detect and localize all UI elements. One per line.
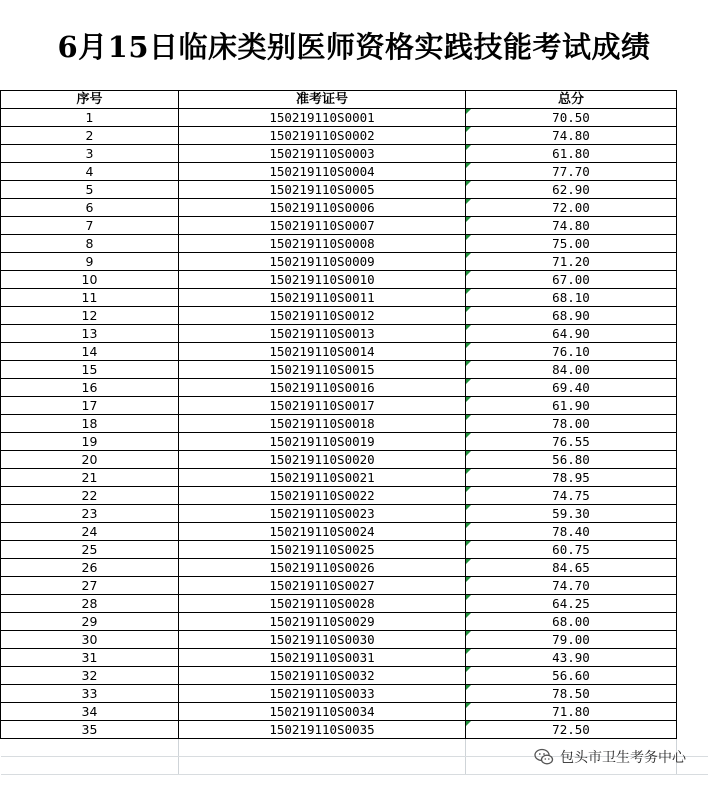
- header-total-score[interactable]: 总分: [466, 91, 677, 109]
- row-seq-cell[interactable]: 15: [1, 361, 179, 379]
- row-seq-cell[interactable]: 18: [1, 415, 179, 433]
- row-seq-cell[interactable]: 7: [1, 217, 179, 235]
- row-exam-id-cell[interactable]: 150219110S0034: [179, 703, 466, 721]
- row-exam-id-cell[interactable]: 150219110S0025: [179, 541, 466, 559]
- table-row: [1, 217, 708, 235]
- table-row: [1, 703, 708, 721]
- empty-cell[interactable]: [677, 505, 708, 523]
- row-seq-cell[interactable]: 28: [1, 595, 179, 613]
- table-row: [1, 721, 708, 739]
- table-row: [1, 541, 708, 559]
- table-row: [1, 379, 708, 397]
- table-row: [1, 667, 708, 685]
- row-exam-id-cell[interactable]: 150219110S0021: [179, 469, 466, 487]
- table-row: [1, 649, 708, 667]
- empty-cell[interactable]: [677, 361, 708, 379]
- row-score-cell[interactable]: 68.00: [466, 613, 677, 631]
- row-exam-id-cell[interactable]: 150219110S0027: [179, 577, 466, 595]
- row-score-cell[interactable]: 43.90: [466, 649, 677, 667]
- table-header-row: [1, 91, 708, 109]
- empty-cell[interactable]: [677, 523, 708, 541]
- row-exam-id-cell[interactable]: 150219110S0030: [179, 631, 466, 649]
- row-seq-cell[interactable]: 21: [1, 469, 179, 487]
- row-seq-cell[interactable]: 26: [1, 559, 179, 577]
- row-seq-cell[interactable]: 8: [1, 235, 179, 253]
- row-seq-cell[interactable]: 14: [1, 343, 179, 361]
- row-score-cell[interactable]: 69.40: [466, 379, 677, 397]
- empty-cell[interactable]: [677, 397, 708, 415]
- table-row: [1, 523, 708, 541]
- row-seq-cell[interactable]: 9: [1, 253, 179, 271]
- table-row: [1, 307, 708, 325]
- empty-cell[interactable]: [677, 469, 708, 487]
- row-score-cell[interactable]: 79.00: [466, 631, 677, 649]
- row-exam-id-cell[interactable]: 150219110S0024: [179, 523, 466, 541]
- empty-cell[interactable]: [677, 343, 708, 361]
- empty-cell[interactable]: [677, 325, 708, 343]
- table-row: [1, 235, 708, 253]
- table-row: [1, 613, 708, 631]
- row-seq-cell[interactable]: 30: [1, 631, 179, 649]
- empty-cell[interactable]: [677, 703, 708, 721]
- row-exam-id-cell[interactable]: 150219110S0011: [179, 289, 466, 307]
- row-exam-id-cell[interactable]: 150219110S0022: [179, 487, 466, 505]
- table-row: [1, 181, 708, 199]
- empty-cell[interactable]: [677, 415, 708, 433]
- row-score-cell[interactable]: 84.65: [466, 559, 677, 577]
- row-seq-cell[interactable]: 27: [1, 577, 179, 595]
- table-row: [1, 685, 708, 703]
- row-seq-cell[interactable]: 6: [1, 199, 179, 217]
- row-exam-id-cell[interactable]: 150219110S0003: [179, 145, 466, 163]
- row-score-cell[interactable]: 70.50: [466, 109, 677, 127]
- row-exam-id-cell[interactable]: 150219110S0035: [179, 721, 466, 739]
- row-score-cell[interactable]: 64.90: [466, 325, 677, 343]
- row-exam-id-cell[interactable]: 150219110S0029: [179, 613, 466, 631]
- score-sheet: [0, 90, 708, 775]
- row-seq-cell[interactable]: 13: [1, 325, 179, 343]
- row-score-cell[interactable]: 78.00: [466, 415, 677, 433]
- table-row: [1, 577, 708, 595]
- row-score-cell[interactable]: 74.80: [466, 217, 677, 235]
- empty-cell[interactable]: [677, 379, 708, 397]
- row-exam-id-cell[interactable]: 150219110S0013: [179, 325, 466, 343]
- row-score-cell[interactable]: 84.00: [466, 361, 677, 379]
- table-row: [1, 433, 708, 451]
- row-seq-cell[interactable]: 3: [1, 145, 179, 163]
- row-score-cell[interactable]: 56.80: [466, 451, 677, 469]
- row-exam-id-cell[interactable]: 150219110S0015: [179, 361, 466, 379]
- row-exam-id-cell[interactable]: 150219110S0009: [179, 253, 466, 271]
- empty-cell[interactable]: [677, 487, 708, 505]
- empty-cell[interactable]: [677, 595, 708, 613]
- table-row: [1, 253, 708, 271]
- row-exam-id-cell[interactable]: 150219110S0018: [179, 415, 466, 433]
- row-score-cell[interactable]: 74.80: [466, 127, 677, 145]
- row-seq-cell[interactable]: 34: [1, 703, 179, 721]
- row-exam-id-cell[interactable]: 150219110S0016: [179, 379, 466, 397]
- empty-cell[interactable]: [677, 451, 708, 469]
- row-score-cell[interactable]: 60.75: [466, 541, 677, 559]
- empty-cell[interactable]: [677, 271, 708, 289]
- row-score-cell[interactable]: 74.70: [466, 577, 677, 595]
- empty-cell[interactable]: [677, 289, 708, 307]
- empty-cell[interactable]: [677, 685, 708, 703]
- table-row: [1, 199, 708, 217]
- row-seq-cell[interactable]: 33: [1, 685, 179, 703]
- table-row: [1, 559, 708, 577]
- table-row: [1, 631, 708, 649]
- row-seq-cell[interactable]: 20: [1, 451, 179, 469]
- row-score-cell[interactable]: 76.55: [466, 433, 677, 451]
- empty-cell[interactable]: [677, 91, 708, 109]
- row-seq-cell[interactable]: 17: [1, 397, 179, 415]
- empty-cell[interactable]: [677, 181, 708, 199]
- row-seq-cell[interactable]: 32: [1, 667, 179, 685]
- empty-cell[interactable]: [179, 739, 466, 757]
- empty-cell[interactable]: [677, 559, 708, 577]
- table-row: [1, 271, 708, 289]
- watermark: [534, 747, 686, 767]
- row-exam-id-cell[interactable]: 150219110S0012: [179, 307, 466, 325]
- row-score-cell[interactable]: 56.60: [466, 667, 677, 685]
- empty-cell[interactable]: [677, 235, 708, 253]
- row-score-cell[interactable]: 74.75: [466, 487, 677, 505]
- table-row: [1, 325, 708, 343]
- row-score-cell[interactable]: 75.00: [466, 235, 677, 253]
- empty-cell[interactable]: [677, 145, 708, 163]
- empty-cell[interactable]: [677, 433, 708, 451]
- empty-cell[interactable]: [677, 163, 708, 181]
- row-seq-cell[interactable]: 19: [1, 433, 179, 451]
- empty-cell[interactable]: [677, 541, 708, 559]
- row-exam-id-cell[interactable]: 150219110S0014: [179, 343, 466, 361]
- table-row: [1, 145, 708, 163]
- row-seq-cell[interactable]: 1: [1, 109, 179, 127]
- table-row: [1, 451, 708, 469]
- empty-cell[interactable]: [677, 577, 708, 595]
- empty-cell[interactable]: [179, 757, 466, 775]
- row-seq-cell[interactable]: 16: [1, 379, 179, 397]
- table-row: [1, 127, 708, 145]
- row-exam-id-cell[interactable]: 150219110S0023: [179, 505, 466, 523]
- table-row: [1, 343, 708, 361]
- row-seq-cell[interactable]: 5: [1, 181, 179, 199]
- table-row: [1, 415, 708, 433]
- table-row: [1, 487, 708, 505]
- empty-cell[interactable]: [1, 739, 179, 757]
- row-seq-cell[interactable]: 24: [1, 523, 179, 541]
- row-seq-cell[interactable]: 29: [1, 613, 179, 631]
- row-exam-id-cell[interactable]: 150219110S0008: [179, 235, 466, 253]
- row-score-cell[interactable]: 68.10: [466, 289, 677, 307]
- row-score-cell[interactable]: 77.70: [466, 163, 677, 181]
- row-score-cell[interactable]: 78.95: [466, 469, 677, 487]
- empty-cell[interactable]: [677, 613, 708, 631]
- row-exam-id-cell[interactable]: 150219110S0026: [179, 559, 466, 577]
- row-exam-id-cell[interactable]: 150219110S0017: [179, 397, 466, 415]
- table-row: [1, 397, 708, 415]
- row-exam-id-cell[interactable]: 150219110S0032: [179, 667, 466, 685]
- row-seq-cell[interactable]: 23: [1, 505, 179, 523]
- empty-cell[interactable]: [677, 217, 708, 235]
- table-row: [1, 595, 708, 613]
- wechat-icon: [534, 747, 554, 767]
- row-score-cell[interactable]: 64.25: [466, 595, 677, 613]
- table-row: [1, 469, 708, 487]
- empty-cell[interactable]: [677, 199, 708, 217]
- row-score-cell[interactable]: 78.40: [466, 523, 677, 541]
- row-seq-cell[interactable]: 12: [1, 307, 179, 325]
- header-exam-id[interactable]: 准考证号: [179, 91, 466, 109]
- row-score-cell[interactable]: 61.80: [466, 145, 677, 163]
- row-score-cell[interactable]: 72.50: [466, 721, 677, 739]
- row-seq-cell[interactable]: 25: [1, 541, 179, 559]
- row-exam-id-cell[interactable]: 150219110S0006: [179, 199, 466, 217]
- row-seq-cell[interactable]: 11: [1, 289, 179, 307]
- table-row: [1, 361, 708, 379]
- row-score-cell[interactable]: 61.90: [466, 397, 677, 415]
- row-seq-cell[interactable]: 4: [1, 163, 179, 181]
- row-score-cell[interactable]: 62.90: [466, 181, 677, 199]
- row-seq-cell[interactable]: 31: [1, 649, 179, 667]
- row-seq-cell[interactable]: 2: [1, 127, 179, 145]
- empty-cell[interactable]: [677, 631, 708, 649]
- empty-cell[interactable]: [677, 649, 708, 667]
- row-score-cell[interactable]: 71.20: [466, 253, 677, 271]
- row-exam-id-cell[interactable]: 150219110S0020: [179, 451, 466, 469]
- row-exam-id-cell[interactable]: 150219110S0004: [179, 163, 466, 181]
- empty-cell[interactable]: [677, 307, 708, 325]
- row-score-cell[interactable]: 67.00: [466, 271, 677, 289]
- row-exam-id-cell[interactable]: 150219110S0019: [179, 433, 466, 451]
- header-seq[interactable]: 序号: [1, 91, 179, 109]
- row-score-cell[interactable]: 71.80: [466, 703, 677, 721]
- empty-cell[interactable]: [677, 109, 708, 127]
- empty-cell[interactable]: [677, 127, 708, 145]
- page-title: 6月15日临床类别医师资格实践技能考试成绩: [57, 29, 651, 64]
- row-seq-cell[interactable]: 35: [1, 721, 179, 739]
- row-exam-id-cell[interactable]: 150219110S0031: [179, 649, 466, 667]
- table-row: [1, 289, 708, 307]
- row-exam-id-cell[interactable]: 150219110S0001: [179, 109, 466, 127]
- row-exam-id-cell[interactable]: 150219110S0033: [179, 685, 466, 703]
- table-row: [1, 109, 708, 127]
- empty-cell[interactable]: [677, 667, 708, 685]
- row-score-cell[interactable]: 59.30: [466, 505, 677, 523]
- row-exam-id-cell[interactable]: 150219110S0028: [179, 595, 466, 613]
- empty-cell[interactable]: [1, 757, 179, 775]
- table-row: [1, 163, 708, 181]
- row-score-cell[interactable]: 68.90: [466, 307, 677, 325]
- row-exam-id-cell[interactable]: 150219110S0010: [179, 271, 466, 289]
- row-exam-id-cell[interactable]: 150219110S0005: [179, 181, 466, 199]
- row-score-cell[interactable]: 72.00: [466, 199, 677, 217]
- empty-cell[interactable]: [677, 721, 708, 739]
- row-exam-id-cell[interactable]: 150219110S0007: [179, 217, 466, 235]
- row-score-cell[interactable]: 76.10: [466, 343, 677, 361]
- row-exam-id-cell[interactable]: 150219110S0002: [179, 127, 466, 145]
- table-body: [1, 109, 708, 739]
- watermark-text: 包头市卫生考务中心: [560, 750, 686, 766]
- row-score-cell[interactable]: 78.50: [466, 685, 677, 703]
- row-seq-cell[interactable]: 10: [1, 271, 179, 289]
- empty-cell[interactable]: [677, 253, 708, 271]
- score-table: [0, 90, 708, 775]
- table-row: [1, 505, 708, 523]
- row-seq-cell[interactable]: 22: [1, 487, 179, 505]
